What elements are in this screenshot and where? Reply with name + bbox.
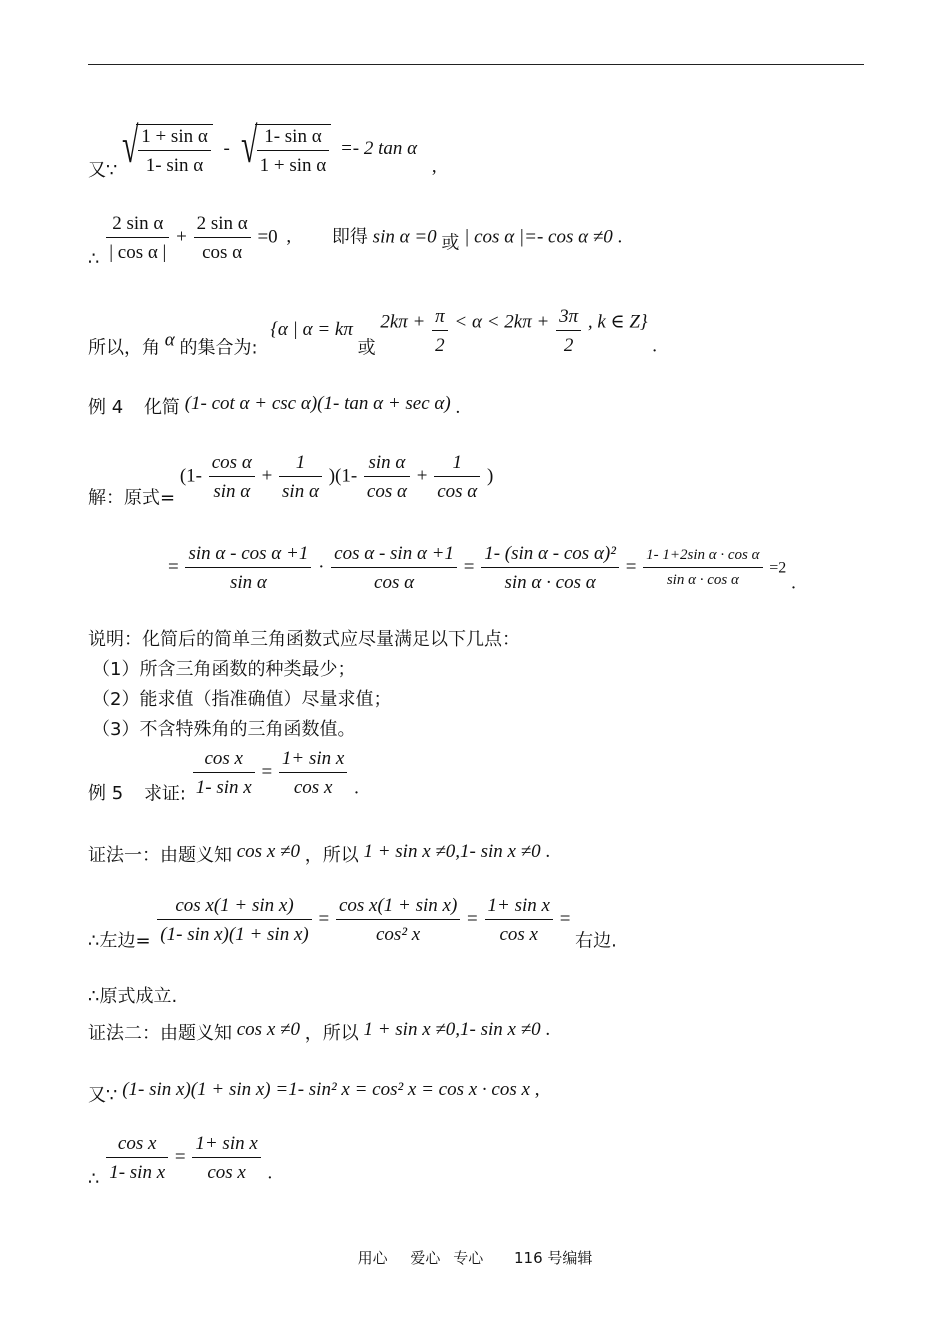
- frac-s-num: 1+ sin x: [192, 1134, 260, 1158]
- example-4-end: .: [455, 397, 461, 418]
- solution2-eq2: =: [463, 556, 475, 578]
- header-rule: [88, 64, 864, 65]
- frac-c-den: | cos α |: [109, 242, 167, 263]
- solution2-eq3: =: [625, 556, 637, 578]
- frac-q-num: 1+ sin x: [485, 896, 553, 920]
- frac-pi-num: π: [432, 307, 448, 331]
- notes-item-3: （3）不含特殊角的三角函数值。: [92, 719, 356, 740]
- frac-l-num: 1- 1+2sin α · cos α: [643, 548, 762, 568]
- frac-e-num: cos α: [209, 453, 255, 477]
- sqrt-a: √ $\frac{\text{1 + sin α}}{\text{1- sin α}}$: [122, 124, 213, 175]
- frac-a: [138, 127, 211, 175]
- example-4-expr: (1- cot α + csc α)(1- tan α + sec α): [184, 393, 451, 414]
- proof-1-cond2: 1 + sin x ≠0,1- sin x ≠0: [363, 841, 541, 862]
- frac-a-den: 1- sin α: [145, 155, 204, 176]
- solution-line-2: [168, 544, 796, 592]
- frac-e: [209, 453, 255, 501]
- proof-1-line: [88, 842, 550, 865]
- frac-c: [106, 214, 169, 262]
- line3-alpha: α: [164, 329, 175, 351]
- footer-b: 爱心: [410, 1249, 441, 1267]
- line3-set1: {α | α = kπ: [270, 319, 353, 341]
- equation-line-2: ∴ $\frac{\text{2 sin α}}{\text{| cos α |}}$ + $\frac{\text{2 sin α}}{\text{cos α}}$ =0 , 即得 sin α =0 或 | cos α |=- cos α ≠0 .: [88, 213, 623, 270]
- proof-2-cond: cos x ≠0: [236, 1019, 300, 1040]
- proof-1-eq1: =: [318, 908, 330, 930]
- proof-2-prefix: 又∵: [88, 1085, 118, 1106]
- proof-1-suffix: 右边.: [575, 930, 617, 952]
- frac-k-num: 1- (sin α - cos α)²: [481, 544, 619, 568]
- solution2-dot: ·: [318, 556, 325, 578]
- example-5-line: [88, 749, 359, 803]
- frac-s-den: cos x: [207, 1162, 246, 1183]
- frac-n-num: 1+ sin x: [279, 749, 347, 773]
- frac-o-den: (1- sin x)(1 + sin x): [160, 924, 309, 945]
- frac-d-num: 2 sin α: [194, 214, 251, 238]
- frac-q: [485, 896, 553, 944]
- frac-e-den: sin α: [213, 481, 251, 502]
- frac-d: [194, 214, 251, 262]
- example-4-task: 化简: [143, 397, 180, 418]
- page-footer: [0, 1247, 950, 1268]
- example-5-end: .: [354, 777, 359, 799]
- frac-pi: [432, 307, 448, 355]
- footer-a: 用心: [357, 1249, 388, 1267]
- solution-label: 解：原式=: [88, 487, 176, 509]
- proof-1-end: .: [545, 841, 551, 862]
- proof-2-identity: [88, 1080, 539, 1105]
- solution-p5: ): [487, 465, 494, 487]
- line2-end: .: [617, 226, 623, 248]
- frac-r: [106, 1134, 168, 1182]
- example-5-task: 求证:: [143, 783, 187, 805]
- frac-3pi-num: 3π: [556, 307, 581, 331]
- line3-end: .: [652, 335, 658, 357]
- frac-l-den: sin α · cos α: [666, 572, 739, 588]
- line3-text: 所以，角: [88, 337, 160, 359]
- example-4-label: 例 4: [88, 397, 124, 418]
- frac-o-num: cos x(1 + sin x): [157, 896, 311, 920]
- frac-r-den: 1- sin x: [109, 1162, 166, 1183]
- line2-cond2: | cos α |=- cos α ≠0: [464, 226, 613, 248]
- frac-j-den: cos α: [374, 572, 415, 593]
- solution-p3: )(1-: [328, 465, 358, 487]
- solution2-eq: =: [168, 556, 179, 578]
- proof-2-line: [88, 1020, 550, 1043]
- line3-set2b: < α < 2kπ +: [454, 311, 550, 333]
- proof-2-end: .: [545, 1019, 551, 1040]
- frac-f-den: sin α: [282, 481, 319, 502]
- frac-j: [331, 544, 457, 592]
- footer-d: 116 号编辑: [513, 1249, 593, 1267]
- line2-eq0: =0: [257, 226, 278, 248]
- proof-2-final-end: .: [267, 1162, 273, 1184]
- solution-p1: (1-: [179, 465, 202, 487]
- solution2-result: =2: [769, 559, 787, 577]
- proof-2-expr: (1- sin x)(1 + sin x) =1- sin² x = cos² x = cos x · cos x: [122, 1079, 530, 1100]
- line2-prefix: ∴: [88, 248, 100, 270]
- frac-p-den: cos² x: [376, 924, 421, 945]
- frac-i-num: sin α - cos α +1: [185, 544, 311, 568]
- proof-2-end-comma: ,: [534, 1079, 540, 1100]
- line3-set2c: , k ∈ Z}: [587, 311, 648, 333]
- minus: -: [223, 137, 230, 159]
- notes-heading: 说明：化简后的简单三角函数式应尽量满足以下几点：: [88, 629, 520, 650]
- proof-1-eq3: =: [559, 908, 571, 930]
- proof-1-prefix: ∴左边=: [88, 930, 151, 952]
- proof-1-text: 证法一：由题义知: [88, 845, 232, 866]
- frac-p: [336, 896, 460, 944]
- frac-f: [279, 453, 322, 501]
- frac-s: [192, 1134, 260, 1182]
- line1-end: ,: [431, 155, 437, 177]
- frac-m-den: 1- sin x: [195, 777, 252, 798]
- frac-3pi-den: 2: [563, 335, 574, 356]
- frac-h-num: 1: [434, 453, 480, 477]
- proof-1-conclusion: ∴原式成立.: [88, 986, 178, 1007]
- frac-r-num: cos x: [106, 1134, 168, 1158]
- frac-a-num: 1 + sin α: [138, 127, 211, 151]
- frac-i-den: sin α: [229, 572, 267, 593]
- line2-derive: 即得: [331, 226, 368, 248]
- notes-item-1: （1）所含三角函数的种类最少；: [92, 659, 356, 680]
- proof-2-cond2: 1 + sin x ≠0,1- sin x ≠0: [363, 1019, 541, 1040]
- frac-n: [279, 749, 347, 797]
- notes-item-2: （2）能求值（指准确值）尽量求值；: [92, 689, 392, 710]
- line3-set2a: 2kπ +: [380, 311, 426, 333]
- frac-g: [364, 453, 410, 501]
- frac-m: [193, 749, 255, 797]
- line1-result: =- 2 tan α: [339, 137, 418, 159]
- proof-2-eq: =: [174, 1146, 186, 1168]
- frac-p-num: cos x(1 + sin x): [336, 896, 460, 920]
- equation-line-1: [88, 117, 437, 181]
- frac-k-den: sin α · cos α: [504, 572, 596, 593]
- frac-g-num: sin α: [364, 453, 410, 477]
- frac-m-num: cos x: [193, 749, 255, 773]
- example-5-label: 例 5: [88, 783, 124, 805]
- example-4-line: [88, 394, 460, 417]
- frac-pi-den: 2: [435, 335, 445, 356]
- proof-1-eq2: =: [467, 908, 478, 930]
- sqrt-b: √ $\frac{\text{1- sin α}}{\text{1 + sin α}}$: [241, 124, 332, 175]
- proof-2-mid: ，所以: [304, 1023, 359, 1044]
- frac-l: [643, 548, 762, 588]
- frac-q-den: cos x: [499, 924, 538, 945]
- line2-or: 或: [441, 232, 460, 254]
- frac-k: [481, 544, 619, 592]
- example-5-eq: =: [261, 761, 273, 783]
- frac-b-den: 1 + sin α: [259, 155, 327, 176]
- proof-2-text: 证法二：由题义知: [88, 1023, 232, 1044]
- frac-n-den: cos x: [293, 777, 333, 798]
- proof-2-therefore: ∴: [88, 1168, 100, 1190]
- frac-3pi: [556, 307, 581, 355]
- proof-1-derivation: [88, 896, 617, 950]
- frac-j-num: cos α - sin α +1: [331, 544, 457, 568]
- frac-o: [157, 896, 311, 944]
- line2-cond1: sin α =0: [372, 226, 437, 248]
- frac-d-den: cos α: [202, 242, 243, 263]
- frac-c-num: 2 sin α: [106, 214, 169, 238]
- solution2-end: .: [791, 572, 796, 594]
- frac-i: [185, 544, 311, 592]
- frac-f-num: 1: [279, 453, 322, 477]
- frac-h: [434, 453, 480, 501]
- line3-text2: 的集合为:: [179, 337, 258, 359]
- solution-line-1: [88, 453, 493, 507]
- frac-b-num: 1- sin α: [257, 127, 330, 151]
- proof-2-conclusion: [88, 1134, 272, 1188]
- footer-c: 专心: [453, 1249, 484, 1267]
- proof-1-cond: cos x ≠0: [236, 841, 300, 862]
- frac-g-den: cos α: [366, 481, 407, 502]
- proof-1-mid: ，所以: [304, 845, 359, 866]
- frac-b: [257, 127, 330, 175]
- line1-prefix: 又∵: [88, 159, 118, 181]
- equation-line-3: [88, 307, 657, 357]
- frac-h-den: cos α: [437, 481, 478, 502]
- line2-comma: ,: [286, 226, 292, 248]
- solution-p4: +: [416, 465, 428, 487]
- line3-or: 或: [357, 337, 376, 359]
- solution-p2: +: [261, 465, 273, 487]
